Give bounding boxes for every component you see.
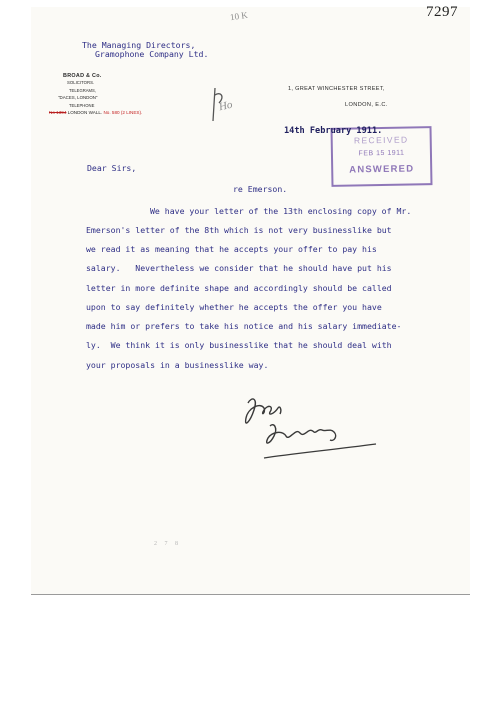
letterhead-telegrams-value: "DACES, LONDON" — [58, 95, 98, 100]
body-line-2: Emerson's letter of the 8th which is not very businesslike but — [86, 225, 392, 235]
letterhead-role: SOLICITORS. — [67, 80, 95, 85]
letterhead-telegrams-label: TELEGRAMS, — [69, 88, 96, 93]
body-line-1: We have your letter of the 13th enclosing copy of Mr. — [150, 206, 412, 216]
letter-date: 14th February 1911. — [284, 126, 383, 136]
stamp-date: FEB 15 1911 — [358, 149, 405, 158]
telephone-new-number: No. 580 (2 LINES). — [103, 110, 143, 115]
pencil-mark-top: 10 K — [229, 9, 249, 23]
addressee-line-2: Gramophone Company Ltd. — [95, 49, 209, 59]
letterhead-street: 1, GREAT WINCHESTER STREET, — [288, 86, 385, 92]
body-line-4: salary. Nevertheless we consider that he should have put his — [86, 263, 392, 273]
stamp-answered: ANSWERED — [349, 163, 415, 176]
footer-pencil-marks: 2 7 8 — [154, 541, 181, 547]
body-line-7: made him or prefers to take his notice and his salary immediate- — [86, 321, 402, 331]
body-line-9: your proposals in a businesslike way. — [86, 360, 269, 370]
handwritten-signature — [230, 388, 390, 468]
telephone-exchange: LONDON WALL. — [67, 110, 103, 115]
salutation: Dear Sirs, — [87, 163, 137, 173]
body-line-5: letter in more definite shape and accordingly should be called — [86, 283, 392, 293]
body-line-3: we read it as meaning that he accepts your offer to pay his — [86, 244, 377, 254]
body-line-6: upon to say definitely whether he accepts the offer you have — [86, 302, 382, 312]
scan-edge-line — [31, 594, 470, 595]
letterhead-telephone-label: TELEPHONE — [69, 103, 95, 108]
letterhead-telephone-line — [49, 110, 142, 115]
letterhead-firm: BROAD & Co. — [63, 73, 102, 79]
subject-line: re Emerson. — [233, 184, 288, 194]
stamp-received: RECEIVED — [353, 134, 409, 146]
telephone-old-number: No 1394 — [49, 110, 67, 115]
body-line-8: ly. We think it is only businesslike that he should deal with — [86, 340, 392, 350]
archive-ref-number: 7297 — [426, 4, 458, 20]
pencil-mark-side: Ho — [217, 98, 234, 114]
addressee-line-1: The Managing Directors, — [82, 40, 196, 50]
letterhead-city: LONDON, E.C. — [345, 102, 388, 108]
